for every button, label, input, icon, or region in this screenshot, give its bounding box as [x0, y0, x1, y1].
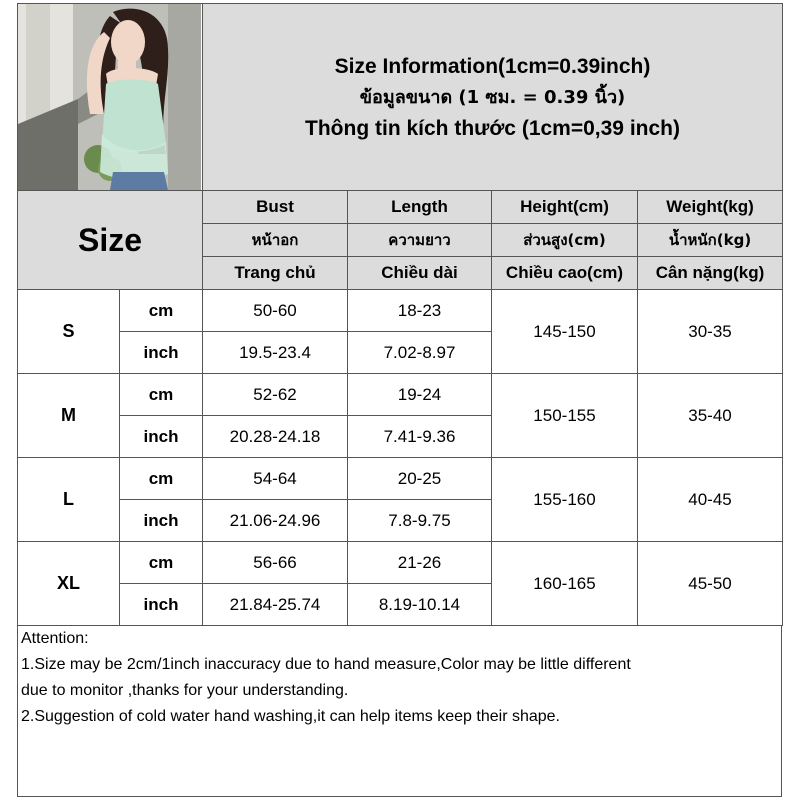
unit-inch: inch: [120, 332, 203, 374]
bust-cm-s: 50-60: [203, 290, 348, 332]
weight-l: 40-45: [638, 458, 783, 542]
length-inch-s: 7.02-8.97: [348, 332, 492, 374]
note-line-3: 2.Suggestion of cold water hand washing,it can help items keep their shape.: [21, 708, 560, 725]
title-vietnamese: Thông tin kích thước (1cm=0,39 inch): [305, 116, 680, 140]
length-cm-s: 18-23: [348, 290, 492, 332]
size-chart-table: [17, 3, 783, 626]
unit-cm: cm: [120, 290, 203, 332]
length-cm-xl: 21-26: [348, 542, 492, 584]
header-length-en: Length: [348, 191, 492, 224]
header-bust-vi: Trang chủ: [203, 257, 348, 290]
bust-cm-m: 52-62: [203, 374, 348, 416]
weight-xl: 45-50: [638, 542, 783, 626]
unit-inch: inch: [120, 416, 203, 458]
header-height-en: Height(cm): [492, 191, 638, 224]
unit-cm: cm: [120, 374, 203, 416]
size-information-title: [203, 4, 783, 191]
size-header: Size: [18, 191, 203, 290]
height-m: 150-155: [492, 374, 638, 458]
unit-cm: cm: [120, 458, 203, 500]
header-height-th: ส่วนสูง(cm): [492, 224, 638, 257]
size-name-xl: XL: [18, 542, 120, 626]
weight-m: 35-40: [638, 374, 783, 458]
attention-notes: [17, 626, 782, 797]
length-inch-m: 7.41-9.36: [348, 416, 492, 458]
note-line-1: 1.Size may be 2cm/1inch inaccuracy due to hand measure,Color may be little different: [21, 656, 631, 673]
unit-inch: inch: [120, 584, 203, 626]
title-english: Size Information(1cm=0.39inch): [334, 54, 651, 78]
length-inch-xl: 8.19-10.14: [348, 584, 492, 626]
size-chart-sheet: [17, 3, 782, 798]
note-line-2: due to monitor ,thanks for your understanding.: [21, 682, 349, 699]
header-bust-th: หน้าอก: [203, 224, 348, 257]
header-weight-en: Weight(kg): [638, 191, 783, 224]
height-xl: 160-165: [492, 542, 638, 626]
bust-inch-s: 19.5-23.4: [203, 332, 348, 374]
header-bust-en: Bust: [203, 191, 348, 224]
bust-cm-xl: 56-66: [203, 542, 348, 584]
unit-cm: cm: [120, 542, 203, 584]
title-thai: ข้อมูลขนาด (1 ซม. = 0.39 นิ้ว): [359, 86, 626, 108]
height-l: 155-160: [492, 458, 638, 542]
length-inch-l: 7.8-9.75: [348, 500, 492, 542]
length-cm-m: 19-24: [348, 374, 492, 416]
unit-inch: inch: [120, 500, 203, 542]
header-weight-th: น้ำหนัก(kg): [638, 224, 783, 257]
model-photo-illustration: [18, 4, 201, 190]
size-name-m: M: [18, 374, 120, 458]
product-photo: [18, 4, 201, 190]
bust-inch-l: 21.06-24.96: [203, 500, 348, 542]
bust-cm-l: 54-64: [203, 458, 348, 500]
weight-s: 30-35: [638, 290, 783, 374]
height-s: 145-150: [492, 290, 638, 374]
product-photo-cell: [18, 4, 203, 191]
notes-heading: Attention:: [21, 630, 89, 647]
bust-inch-xl: 21.84-25.74: [203, 584, 348, 626]
size-name-s: S: [18, 290, 120, 374]
length-cm-l: 20-25: [348, 458, 492, 500]
header-length-vi: Chiều dài: [348, 257, 492, 290]
header-height-vi: Chiều cao(cm): [492, 257, 638, 290]
header-length-th: ความยาว: [348, 224, 492, 257]
header-weight-vi: Cân nặng(kg): [638, 257, 783, 290]
size-name-l: L: [18, 458, 120, 542]
bust-inch-m: 20.28-24.18: [203, 416, 348, 458]
